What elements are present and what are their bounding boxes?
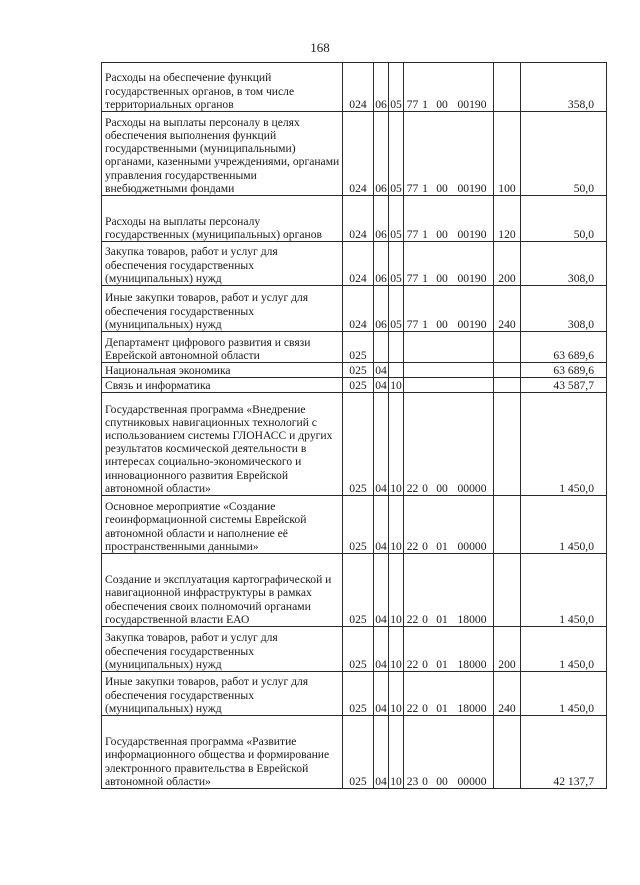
table-row xyxy=(102,627,607,672)
amount: 50,0 xyxy=(521,112,607,196)
table-row xyxy=(102,286,607,332)
target-article-code xyxy=(404,286,494,332)
target-article-code xyxy=(404,196,494,242)
target-direction-code: 00190 xyxy=(457,271,487,285)
row-name: Связь и информатика xyxy=(102,378,343,393)
target-program-code: 22 xyxy=(406,539,419,553)
table-row xyxy=(102,196,607,242)
row-name: Создание и эксплуатация картографической и навигационной инфраструктуры в рамках обеспечения своих полномочий органами государственной власти ЕАО xyxy=(102,554,343,627)
target-activity-code: 01 xyxy=(436,657,448,671)
row-name: Иные закупки товаров, работ и услуг для обеспечения государственных (муниципальных) нужд xyxy=(102,672,343,716)
target-program-code: 22 xyxy=(406,657,419,671)
row-name: Расходы на выплаты персоналу государственных (муниципальных) органов xyxy=(102,196,343,242)
target-activity-code: 00 xyxy=(436,481,448,495)
expense-type-code: 240 xyxy=(494,672,521,716)
target-program-code: 77 xyxy=(406,97,419,111)
section-code: 04 xyxy=(375,363,387,377)
section-code: 06 xyxy=(374,242,389,286)
target-subprogram-code: 1 xyxy=(422,227,428,241)
ministry-code: 024 xyxy=(343,242,374,286)
target-subprogram-code: 1 xyxy=(422,317,428,331)
expense-type-code: 120 xyxy=(494,196,521,242)
ministry-code: 024 xyxy=(343,63,374,112)
page-number: 168 xyxy=(310,40,330,55)
table-row xyxy=(102,496,607,554)
section-code: 04 xyxy=(374,393,389,496)
section-code: 04 xyxy=(375,378,387,392)
expense-type-code xyxy=(494,332,521,363)
ministry-code: 025 xyxy=(343,332,374,363)
target-activity-code: 00 xyxy=(436,271,448,285)
target-activity-code: 00 xyxy=(436,317,448,331)
row-name: Департамент цифрового развития и связи Еврейской автономной области xyxy=(102,332,343,363)
target-program-code: 77 xyxy=(406,271,419,285)
target-program-code: 23 xyxy=(406,774,419,788)
target-direction-code: 00190 xyxy=(457,317,487,331)
target-program-code: 77 xyxy=(406,181,419,195)
target-activity-code: 01 xyxy=(436,612,448,626)
target-direction-code: 00190 xyxy=(457,227,487,241)
ministry-code: 024 xyxy=(343,112,374,196)
section-code: 06 xyxy=(374,63,389,112)
target-article-code xyxy=(404,554,494,627)
target-article-code xyxy=(404,672,494,716)
target-direction-code: 00000 xyxy=(457,539,487,553)
amount: 1 450,0 xyxy=(521,627,607,672)
subsection-code: 10 xyxy=(390,378,402,392)
ministry-code: 025 xyxy=(343,378,374,393)
ministry-code: 025 xyxy=(343,393,374,496)
ministry-code: 025 xyxy=(343,496,374,554)
ministry-code: 024 xyxy=(343,286,374,332)
expense-type-code: 200 xyxy=(494,627,521,672)
subsection-code: 10 xyxy=(389,554,404,627)
section-code: 06 xyxy=(374,112,389,196)
target-article-code xyxy=(404,112,494,196)
section-code: 06 xyxy=(374,196,389,242)
target-activity-code: 00 xyxy=(436,181,448,195)
target-article-code xyxy=(404,716,494,789)
target-direction-code: 00190 xyxy=(457,97,487,111)
expense-type-code: 100 xyxy=(494,112,521,196)
target-direction-code: 18000 xyxy=(457,701,487,715)
target-activity-code: 01 xyxy=(436,701,448,715)
table-row xyxy=(102,672,607,716)
table-row xyxy=(102,63,607,112)
target-article-code xyxy=(404,332,494,363)
target-program-code: 77 xyxy=(406,227,419,241)
row-name: Закупка товаров, работ и услуг для обеспечения государственных (муниципальных) нужд xyxy=(102,242,343,286)
table-row xyxy=(102,378,607,393)
target-article-code xyxy=(404,393,494,496)
target-article-code xyxy=(404,496,494,554)
subsection-code: 10 xyxy=(389,496,404,554)
expense-type-code xyxy=(494,496,521,554)
target-article-code xyxy=(404,242,494,286)
amount: 43 587,7 xyxy=(521,378,607,393)
budget-table xyxy=(101,62,607,789)
subsection-code: 10 xyxy=(389,627,404,672)
ministry-code: 025 xyxy=(343,363,374,378)
target-article-code xyxy=(404,63,494,112)
target-subprogram-code: 0 xyxy=(422,612,428,626)
target-subprogram-code: 0 xyxy=(422,701,428,715)
target-subprogram-code: 1 xyxy=(422,181,428,195)
target-direction-code: 18000 xyxy=(457,657,487,671)
target-article-code xyxy=(404,363,494,378)
section-code: 04 xyxy=(374,672,389,716)
target-activity-code: 00 xyxy=(436,774,448,788)
ministry-code: 025 xyxy=(343,627,374,672)
target-subprogram-code: 0 xyxy=(422,657,428,671)
amount: 1 450,0 xyxy=(521,393,607,496)
ministry-code: 025 xyxy=(343,554,374,627)
amount: 50,0 xyxy=(521,196,607,242)
table-row xyxy=(102,716,607,789)
subsection-code: 05 xyxy=(389,286,404,332)
section-code: 04 xyxy=(374,496,389,554)
section-code: 04 xyxy=(374,627,389,672)
target-direction-code: 00190 xyxy=(457,181,487,195)
subsection-code xyxy=(389,363,404,378)
expense-type-code xyxy=(494,378,521,393)
row-name: Государственная программа «Развитие информационного общества и формирование электронного правительства в Еврейской автономной области» xyxy=(102,716,343,789)
target-activity-code: 00 xyxy=(436,97,448,111)
target-subprogram-code: 0 xyxy=(422,774,428,788)
expense-type-code xyxy=(494,393,521,496)
amount: 63 689,6 xyxy=(521,332,607,363)
target-program-code: 22 xyxy=(406,481,419,495)
expense-type-code xyxy=(494,63,521,112)
section-code xyxy=(374,332,389,363)
subsection-code: 05 xyxy=(389,242,404,286)
expense-type-code xyxy=(494,363,521,378)
row-name: Закупка товаров, работ и услуг для обеспечения государственных (муниципальных) нужд xyxy=(102,627,343,672)
target-program-code: 77 xyxy=(406,317,419,331)
ministry-code: 024 xyxy=(343,196,374,242)
target-subprogram-code: 0 xyxy=(422,481,428,495)
expense-type-code: 200 xyxy=(494,242,521,286)
amount: 308,0 xyxy=(521,242,607,286)
ministry-code: 025 xyxy=(343,672,374,716)
row-name: Расходы на обеспечение функций государственных органов, в том числе территориальных органов xyxy=(102,63,343,112)
target-direction-code: 18000 xyxy=(457,612,487,626)
amount: 308,0 xyxy=(521,286,607,332)
target-program-code: 22 xyxy=(406,612,419,626)
subsection-code xyxy=(389,332,404,363)
target-activity-code: 01 xyxy=(436,539,448,553)
target-subprogram-code: 0 xyxy=(422,539,428,553)
table-row xyxy=(102,393,607,496)
subsection-code: 05 xyxy=(389,63,404,112)
subsection-code: 10 xyxy=(389,393,404,496)
target-subprogram-code: 1 xyxy=(422,97,428,111)
target-article-code xyxy=(404,627,494,672)
target-article-code xyxy=(404,378,494,393)
section-code: 04 xyxy=(374,554,389,627)
target-activity-code: 00 xyxy=(436,227,448,241)
table-body xyxy=(102,63,607,789)
row-name: Основное мероприятие «Создание геоинформационной системы Еврейской автономной области и наполнение её пространственными данными» xyxy=(102,496,343,554)
table-row xyxy=(102,242,607,286)
row-name: Национальная экономика xyxy=(102,363,343,378)
section-code: 04 xyxy=(374,716,389,789)
expense-type-code: 240 xyxy=(494,286,521,332)
subsection-code: 05 xyxy=(389,196,404,242)
subsection-code: 10 xyxy=(389,672,404,716)
amount: 63 689,6 xyxy=(521,363,607,378)
subsection-code: 05 xyxy=(389,112,404,196)
amount: 1 450,0 xyxy=(521,554,607,627)
amount: 42 137,7 xyxy=(521,716,607,789)
amount: 358,0 xyxy=(521,63,607,112)
target-direction-code: 00000 xyxy=(457,774,487,788)
target-subprogram-code: 1 xyxy=(422,271,428,285)
row-name: Иные закупки товаров, работ и услуг для обеспечения государственных (муниципальных) нужд xyxy=(102,286,343,332)
table-row xyxy=(102,554,607,627)
expense-type-code xyxy=(494,716,521,789)
table-row xyxy=(102,112,607,196)
row-name: Государственная программа «Внедрение спутниковых навигационных технологий с использованием системы ГЛОНАСС и других результатов космической деятельности в интересах социально-экономического и инновационного развития Еврейской автономной области» xyxy=(102,393,343,496)
expense-type-code xyxy=(494,554,521,627)
ministry-code: 025 xyxy=(343,716,374,789)
subsection-code: 10 xyxy=(389,716,404,789)
amount: 1 450,0 xyxy=(521,496,607,554)
table-row xyxy=(102,363,607,378)
table-row xyxy=(102,332,607,363)
section-code: 06 xyxy=(374,286,389,332)
target-program-code: 22 xyxy=(406,701,419,715)
amount: 1 450,0 xyxy=(521,672,607,716)
target-direction-code: 00000 xyxy=(457,481,487,495)
row-name: Расходы на выплаты персоналу в целях обеспечения выполнения функций государственными (муниципальными) органами, казенными учреждениями, органами управления государственными внебюджетными фондами xyxy=(102,112,343,196)
